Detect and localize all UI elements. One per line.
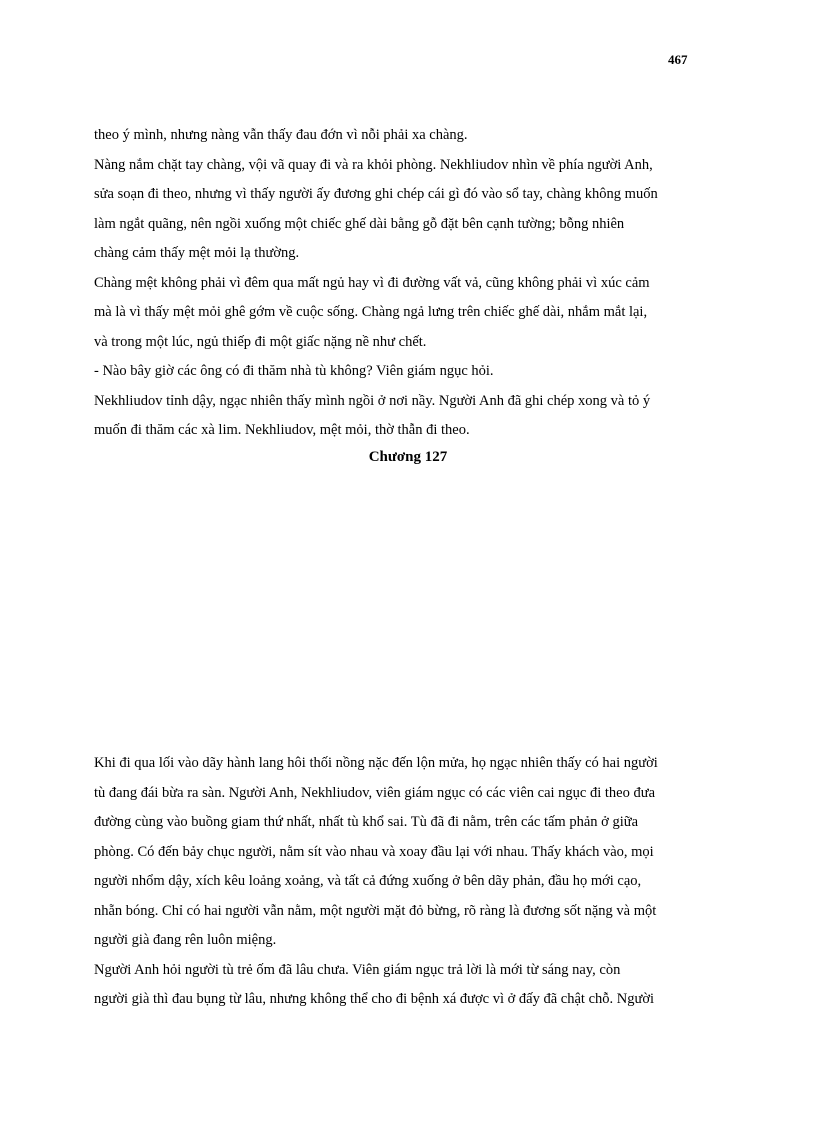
text-line: người già đang rên luôn miệng.	[94, 932, 277, 948]
text-line: phòng. Có đến bảy chục người, nằm sít vào nhau và xoay đầu lại với nhau. Thấy khách vào, mọi	[94, 843, 654, 860]
text-line: và trong một lúc, ngủ thiếp đi một giấc nặng nề như chết.	[94, 333, 427, 350]
chapter-title: Chương 127	[368, 449, 448, 465]
text-line: mà là vì thấy mệt mỏi ghê gớm về cuộc sống. Chàng ngả lưng trên chiếc ghế dài, nhắm mắt lại,	[94, 304, 648, 320]
text-line: nhẵn bóng. Chỉ có hai người vẫn nằm, một người mặt đỏ bừng, rõ ràng là đương sốt nặng và một	[94, 902, 657, 919]
text-line: sửa soạn đi theo, nhưng vì thấy người ấy đương ghi chép cái gì đó vào sổ tay, chàng không muốn	[94, 186, 658, 202]
text-line: Nekhliudov tỉnh dậy, ngạc nhiên thấy mình ngồi ở nơi nầy. Người Anh đã ghi chép xong và tỏ ý	[94, 392, 651, 409]
text-line: làm ngắt quãng, nên ngồi xuống một chiếc ghế dài bằng gỗ đặt bên cạnh tường; bỗng nhiên	[94, 215, 625, 232]
text-line: người già thì đau bụng từ lâu, nhưng không thể cho đi bệnh xá được vì ở đấy đã chật chỗ. Người	[94, 991, 655, 1007]
text-line: Chàng mệt không phải vì đêm qua mất ngủ hay vì đi đường vất vả, cũng không phải vì xúc cảm	[94, 274, 650, 291]
text-block-bottom	[94, 749, 724, 1015]
text-line: - Nào bây giờ các ông có đi thăm nhà tù không? Viên giám ngục hỏi.	[94, 363, 494, 379]
text-block-top	[94, 121, 724, 446]
text-line: tù đang đái bừa ra sàn. Người Anh, Nekhliudov, viên giám ngục có các viên cai ngục đi theo đưa	[94, 784, 656, 801]
text-line: đường cùng vào buồng giam thứ nhất, nhất tù khổ sai. Tù đã đi nằm, trên các tấm phản ở giữa	[94, 814, 639, 830]
text-line: chàng cảm thấy mệt mỏi lạ thường.	[94, 245, 300, 261]
text-line: Khi đi qua lối vào dãy hành lang hôi thối nồng nặc đến lộn mửa, họ ngạc nhiên thấy có hai người	[94, 755, 658, 771]
text-line: Nàng nắm chặt tay chàng, vội vã quay đi và ra khỏi phòng. Nekhliudov nhìn về phía người Anh,	[94, 156, 653, 173]
page-number: 467	[668, 52, 688, 67]
text-line: Người Anh hỏi người tù trẻ ốm đã lâu chưa. Viên giám ngục trả lời là mới từ sáng nay, còn	[94, 961, 621, 978]
text-line: theo ý mình, nhưng nàng vẫn thấy đau đớn vì nỗi phải xa chàng.	[94, 127, 468, 143]
text-line: muốn đi thăm các xà lim. Nekhliudov, mệt mỏi, thờ thẫn đi theo.	[94, 422, 470, 438]
text-line: người nhổm dậy, xích kêu loảng xoảng, và tất cả đứng xuống ở bên dãy phản, đầu họ mới cạo,	[94, 873, 642, 889]
